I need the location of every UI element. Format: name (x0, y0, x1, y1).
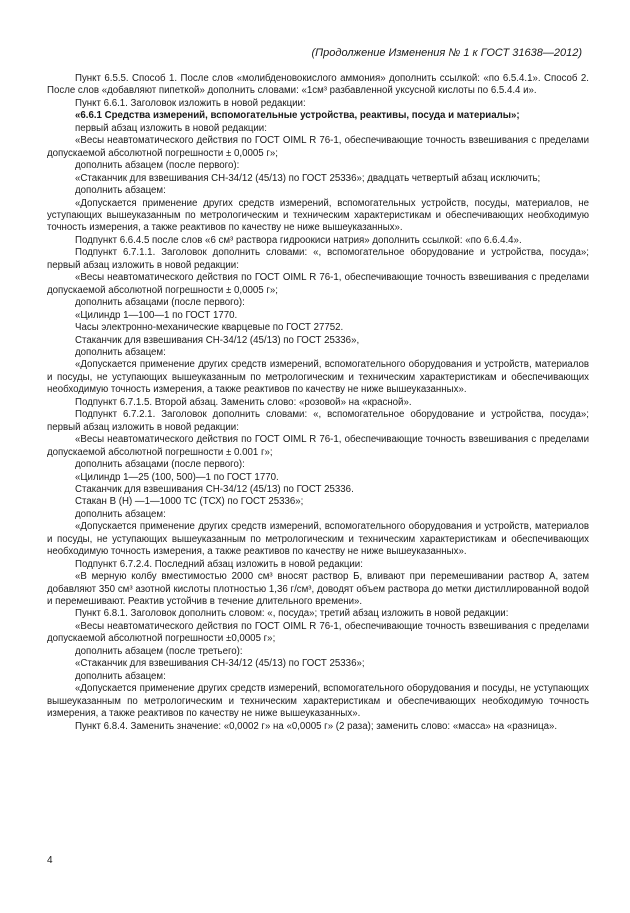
document-body (47, 73, 589, 733)
paragraph: дополнить абзацем: (75, 346, 166, 358)
paragraph: «Стаканчик для взвешивания СН-34/12 (45/13) по ГОСТ 25336»; (75, 658, 365, 670)
paragraph: «Допускается применение других средств измерений, вспомогательного оборудования и устройств, материалов и посуды, не уступающих вышеуказанным по метрологическим и техническим характеристикам и обеспечивающих необходимую точность измерения, а также реактивов по качеству не ниже вышеуказанных». (47, 521, 589, 558)
paragraph: Подпункт 6.6.4.5 после слов «6 см³ раствора гидроокиси натрия» дополнить ссылкой: «по 6.6.4.4». (75, 234, 522, 246)
paragraph: Подпункт 6.7.2.4. Последний абзац изложить в новой редакции: (75, 558, 363, 570)
paragraph: дополнить абзацем (после третьего): (75, 645, 243, 657)
paragraph: «Весы неавтоматического действия по ГОСТ OIML R 76-1, обеспечивающие точность взвешивания с пределами допускаемой абсолютной погрешности ±0,0005 г»; (47, 620, 589, 645)
paragraph: первый абзац изложить в новой редакции: (75, 122, 267, 134)
paragraph: дополнить абзацем: (75, 670, 166, 682)
paragraph: «Весы неавтоматического действия по ГОСТ OIML R 76-1, обеспечивающие точность взвешивания с пределами допускаемой абсолютной погрешности ± 0.001 г»; (47, 434, 589, 458)
paragraph: Пункт 6.8.1. Заголовок дополнить словом: «, посуда»; третий абзац изложить в новой редакции: (75, 608, 509, 620)
paragraph: дополнить абзацем: (75, 185, 166, 197)
paragraph: Стаканчик для взвешивания СН-34/12 (45/13) по ГОСТ 25336», (75, 334, 360, 346)
paragraph: дополнить абзацем: (75, 508, 166, 520)
paragraph: Пункт 6.8.4. Заменить значение: «0,0002 г» на «0,0005 г» (2 раза); заменить слово: «масса» на «разница». (75, 720, 558, 732)
paragraph: «Весы неавтоматического действия по ГОСТ OIML R 76-1, обеспечивающие точность взвешивания с пределами допускаемой абсолютной погрешности ± 0,0005 г»; (47, 272, 589, 296)
paragraph: Стаканчик для взвешивания СН-34/12 (45/13) по ГОСТ 25336. (75, 483, 354, 495)
paragraph: дополнить абзацами (после первого): (75, 459, 245, 471)
page-number: 4 (47, 855, 53, 866)
paragraph: Подпункт 6.7.1.1. Заголовок дополнить словами: «, вспомогательное оборудование и устройства, посуда»; первый абзац изложить в новой редакции: (47, 247, 589, 271)
running-header: (Продолжение Изменения № 1 к ГОСТ 31638—2012) (311, 47, 582, 59)
paragraph: Подпункт 6.7.2.1. Заголовок дополнить словами: «, вспомогательное оборудование и устройства, посуда»; первый абзац изложить в новой редакции: (47, 409, 589, 433)
paragraph: «Допускается применение других средств измерений, вспомогательных устройств, посуды, материалов, не уступающих вышеуказанным по метрологическим и техническим характеристикам и обеспечивающих необходимую точность измерения, а также реактивов по качеству не ниже вышеуказанных». (47, 197, 589, 234)
paragraph: Пункт 6.5.5. Способ 1. После слов «молибденовокислого аммония» дополнить ссылкой: «по 6.5.4.1». Способ 2. После слов «добавляют пипеткой» дополнить словами: «1см³ разбавленной уксусной кислоты по 6.5.4.4 и». (47, 73, 589, 97)
paragraph: Подпункт 6.7.1.5. Второй абзац. Заменить слово: «розовой» на «красной». (75, 396, 412, 408)
paragraph: дополнить абзацами (после первого): (75, 297, 245, 309)
paragraph: «6.6.1 Средства измерений, вспомогательные устройства, реактивы, посуда и материалы»; (75, 110, 520, 122)
paragraph: «Допускается применение других средств измерений, вспомогательного оборудования и посуды, не уступающих вышеуказанным по метрологическим и техническим характеристикам и обеспечивающих необходимую точность измерения, а также реактивов по качеству не ниже вышеуказанных». (47, 683, 589, 720)
paragraph: «Стаканчик для взвешивания СН-34/12 (45/13) по ГОСТ 25336»; двадцать четвертый абзац исключить; (75, 172, 541, 184)
paragraph: Стакан В (Н) —1—1000 ТС (ТСХ) по ГОСТ 25336»; (75, 496, 304, 508)
paragraph: «Цилиндр 1—25 (100, 500)—1 по ГОСТ 1770. (75, 471, 279, 483)
paragraph: Пункт 6.6.1. Заголовок изложить в новой редакции: (75, 97, 306, 109)
paragraph: «В мерную колбу вместимостью 2000 см³ вносят раствор Б, вливают при перемешивании раствор А, затем добавляют 350 см³ азотной кислоты плотностью 1,36 г/см³, доводят объем раствора до метки дистиллированной водой и перемешивают. Реактив устойчив в течение длительного времени». (47, 571, 589, 608)
paragraph: Часы электронно-механические кварцевые по ГОСТ 27752. (75, 322, 344, 334)
paragraph: дополнить абзацем (после первого): (75, 160, 240, 172)
paragraph: «Цилиндр 1—100—1 по ГОСТ 1770. (75, 309, 238, 321)
paragraph: «Допускается применение других средств измерений, вспомогательного оборудования и устройств, материалов и посуды, не уступающих вышеуказанным по метрологическим и техническим характеристикам и обеспечивающих необходимую точность измерения, а также реактивов по качеству не ниже вышеуказанных». (47, 359, 589, 396)
paragraph: «Весы неавтоматического действия по ГОСТ OIML R 76-1, обеспечивающие точность взвешивания с пределами допускаемой абсолютной погрешности ± 0,0005 г»; (47, 135, 589, 159)
